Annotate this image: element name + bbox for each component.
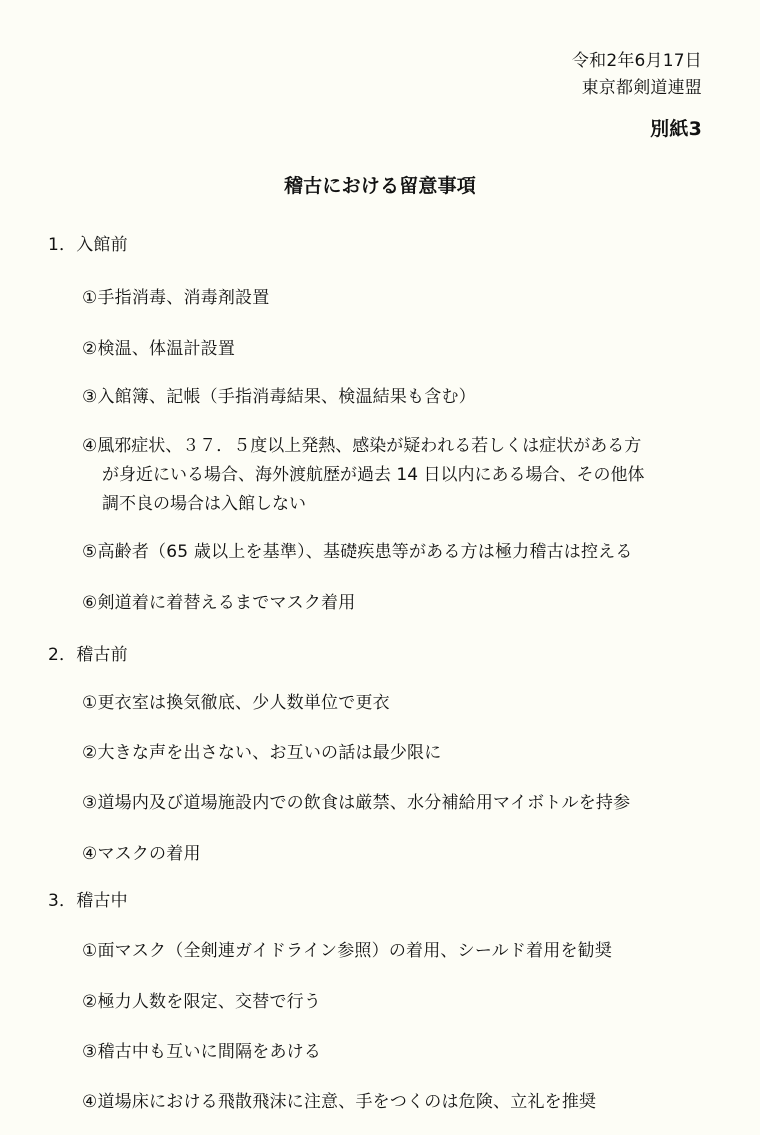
issuing-organization: 東京都剣道連盟 xyxy=(581,78,702,98)
document-title: 稽古における留意事項 xyxy=(283,175,476,197)
list-item: ④マスクの着用 xyxy=(82,844,201,864)
list-item: ②極力人数を限定、交替で行う xyxy=(82,992,322,1012)
list-item: ④道場床における飛散飛沫に注意、手をつくのは危険、立礼を推奨 xyxy=(82,1092,597,1112)
annex-label: 別紙3 xyxy=(650,118,702,140)
list-item: ①更衣室は換気徹底、少人数単位で更衣 xyxy=(82,693,390,713)
list-item-line: ④風邪症状、３７．５度以上発熱、感染が疑われる若しくは症状がある方 xyxy=(82,436,642,456)
list-item-line: 調不良の場合は入館しない xyxy=(102,494,306,514)
list-item: ⑤高齢者（65 歳以上を基準）、基礎疾患等がある方は極力稽古は控える xyxy=(82,542,633,562)
section-heading-2: 2．稽古前 xyxy=(48,645,128,665)
section-heading-1: 1．入館前 xyxy=(48,235,128,255)
list-item: ②大きな声を出さない、お互いの話は最少限に xyxy=(82,743,442,763)
document-date: 令和2年6月17日 xyxy=(571,51,702,71)
list-item: ①面マスク（全剣連ガイドライン参照）の着用、シールド着用を勧奨 xyxy=(82,941,613,961)
list-item-multiline xyxy=(82,432,722,519)
list-item-line: が身近にいる場合、海外渡航歴が過去 14 日以内にある場合、その他体 xyxy=(102,465,645,485)
list-item: ①手指消毒、消毒剤設置 xyxy=(82,288,270,308)
list-item: ⑥剣道着に着替えるまでマスク着用 xyxy=(82,593,356,613)
section-heading-3: 3．稽古中 xyxy=(48,891,128,911)
list-item: ③道場内及び道場施設内での飲食は厳禁、水分補給用マイボトルを持参 xyxy=(82,793,631,813)
list-item: ②検温、体温計設置 xyxy=(82,339,236,359)
list-item: ③入館簿、記帳（手指消毒結果、検温結果も含む） xyxy=(82,387,476,407)
list-item: ③稽古中も互いに間隔をあける xyxy=(82,1042,322,1062)
